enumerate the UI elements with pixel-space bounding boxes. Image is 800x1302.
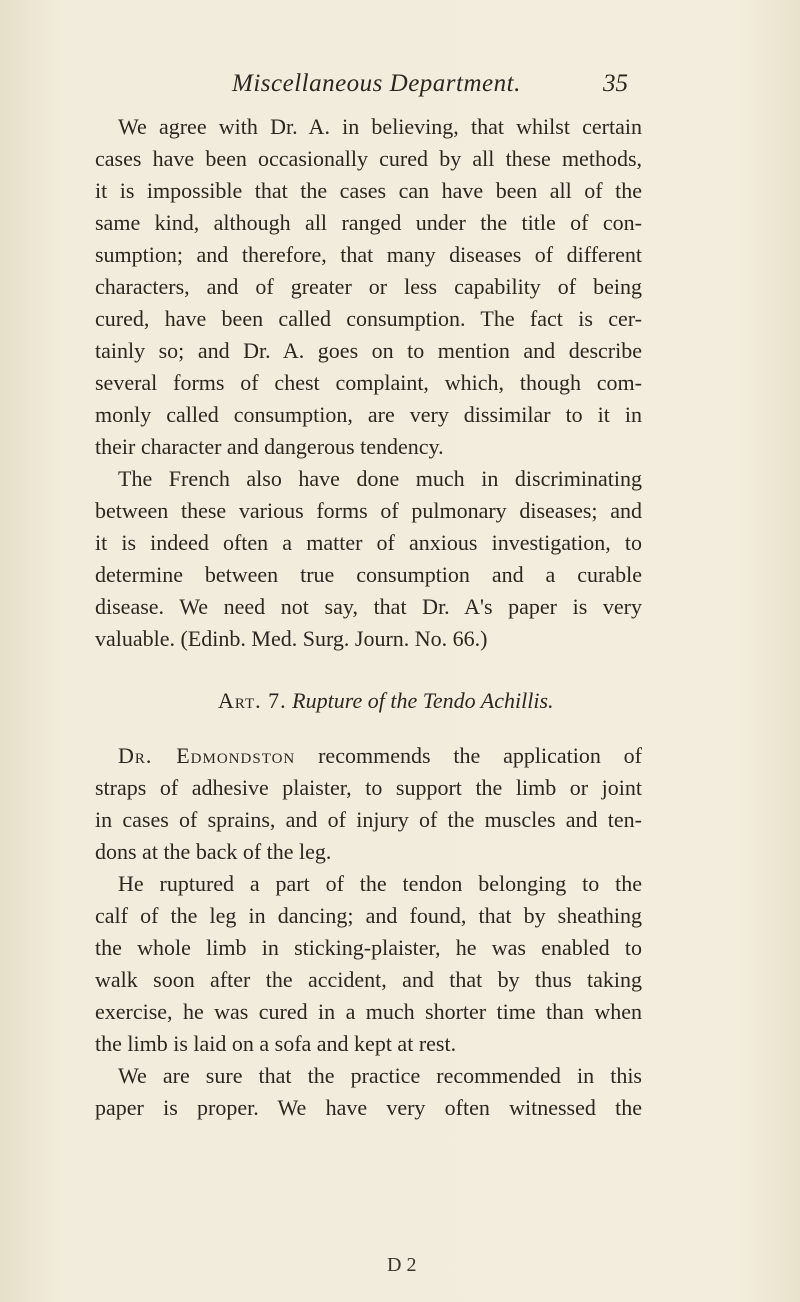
- article-number: Art. 7.: [218, 688, 287, 713]
- paragraph-3-line: straps of adhesive plaister, to support the limb or joint: [95, 775, 642, 800]
- article-title: Rupture of the Tendo Achillis.: [292, 688, 554, 713]
- signature-mark: D 2: [387, 1254, 417, 1276]
- paragraph-4-line: He ruptured a part of the tendon belonging to the: [118, 871, 642, 896]
- paragraph-1-line: monly called consumption, are very dissimilar to it in: [95, 402, 642, 427]
- paragraph-5-line: paper is proper. We have very often witnessed the: [95, 1095, 642, 1120]
- paragraph-1-line: tainly so; and Dr. A. goes on to mention and describe: [95, 338, 642, 363]
- paragraph-3-line-rest: recommends the application of: [318, 743, 643, 768]
- paragraph-1-line: characters, and of greater or less capability of being: [95, 274, 642, 299]
- running-head: Miscellaneous Department.: [232, 70, 521, 97]
- paragraph-3-line: dons at the back of the leg.: [95, 839, 332, 864]
- paragraph-2-line: disease. We need not say, that Dr. A's paper is very: [95, 594, 642, 619]
- paragraph-1-line: it is impossible that the cases can have been all of the: [95, 178, 642, 203]
- paragraph-4-line: calf of the leg in dancing; and found, that by sheathing: [95, 903, 642, 928]
- paragraph-1-line: sumption; and therefore, that many diseases of different: [95, 242, 642, 267]
- paragraph-1-line: cases have been occasionally cured by all these methods,: [95, 146, 642, 171]
- paragraph-1-line: We agree with Dr. A. in believing, that whilst certain: [118, 114, 642, 139]
- paragraph-3-line: in cases of sprains, and of injury of the muscles and ten-: [95, 807, 642, 832]
- article-heading: [218, 687, 554, 715]
- paragraph-1-line: several forms of chest complaint, which, though com-: [95, 370, 642, 395]
- page-header: [0, 70, 800, 110]
- paragraph-2-line: valuable. (Edinb. Med. Surg. Journ. No. 66.): [95, 626, 488, 651]
- paragraph-4-line: exercise, he was cured in a much shorter time than when: [95, 999, 642, 1024]
- page-number: 35: [603, 70, 628, 97]
- paragraph-1-line: same kind, although all ranged under the title of con-: [95, 210, 642, 235]
- paragraph-1-line: their character and dangerous tendency.: [95, 434, 444, 459]
- paragraph-4-line: the whole limb in sticking-plaister, he was enabled to: [95, 935, 642, 960]
- paragraph-2-line: The French also have done much in discriminating: [118, 466, 642, 491]
- paragraph-4-line: the limb is laid on a sofa and kept at rest.: [95, 1031, 457, 1056]
- paragraph-4-line: walk soon after the accident, and that by thus taking: [95, 967, 642, 992]
- paragraph-5-line: We are sure that the practice recommended in this: [118, 1063, 642, 1088]
- paragraph-1-line: cured, have been called consumption. The fact is cer-: [95, 306, 642, 331]
- paragraph-2-line: between these various forms of pulmonary diseases; and: [95, 498, 642, 523]
- paragraph-2-line: it is indeed often a matter of anxious investigation, to: [95, 530, 642, 555]
- author-name: Dr. Edmondston: [118, 743, 296, 768]
- paragraph-2-line: determine between true consumption and a curable: [95, 562, 642, 587]
- paragraph-3-first-line: [118, 742, 642, 770]
